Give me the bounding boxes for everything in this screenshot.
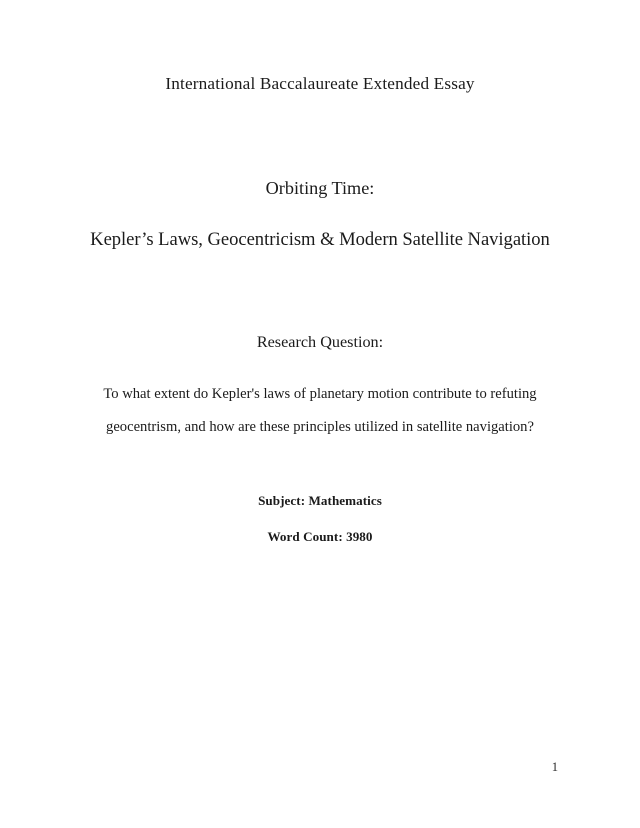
essay-title-subtitle: Kepler’s Laws, Geocentricism & Modern Satellite Navigation: [90, 229, 550, 250]
research-question-line: geocentrism, and how are these principles utilized in satellite navigation?: [106, 418, 534, 435]
word-count-label: Word Count: 3980: [267, 529, 373, 544]
document-header: International Baccalaureate Extended Essay: [165, 74, 475, 93]
research-question-line: To what extent do Kepler's laws of planetary motion contribute to refuting: [103, 386, 537, 402]
research-question-heading: Research Question:: [256, 333, 384, 351]
essay-title-main: Orbiting Time:: [265, 178, 375, 198]
research-question-body: [78, 378, 562, 443]
subject-label: Subject: Mathematics: [258, 493, 382, 508]
page-number: 1: [551, 760, 558, 774]
